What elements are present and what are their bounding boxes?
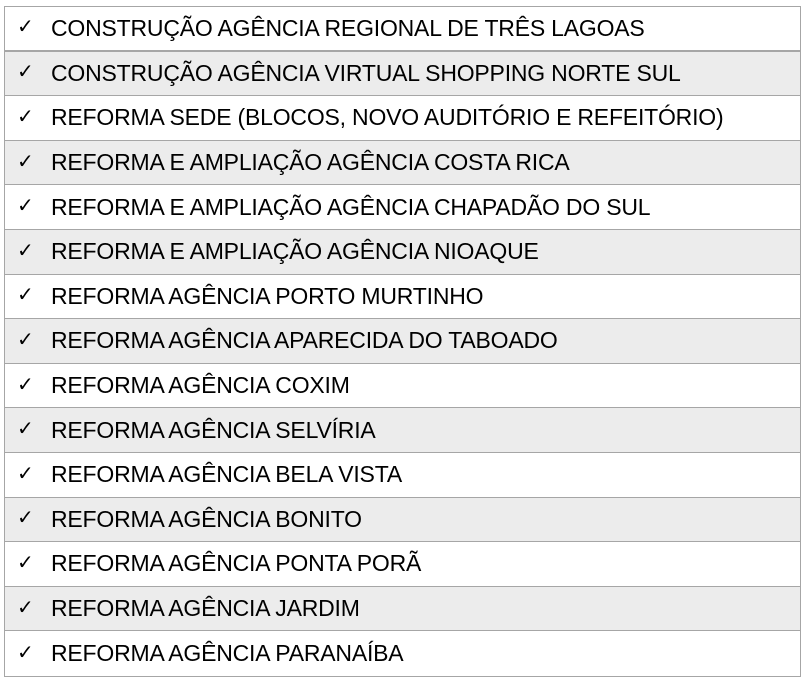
projects-table: [4, 6, 801, 677]
list-item-label: CONSTRUÇÃO AGÊNCIA VIRTUAL SHOPPING NORTE SUL: [51, 59, 681, 86]
list-item-label: REFORMA AGÊNCIA BELA VISTA: [51, 461, 402, 488]
checkmark-icon: ✓: [17, 639, 34, 664]
checkmark-icon: ✓: [17, 549, 34, 574]
list-item-label: REFORMA AGÊNCIA PONTA PORÃ: [51, 550, 422, 577]
list-item: [5, 141, 800, 186]
checkmark-icon: ✓: [17, 237, 34, 262]
checkmark-icon: ✓: [17, 282, 34, 307]
list-item-label: REFORMA AGÊNCIA BONITO: [51, 505, 362, 532]
checkmark-icon: ✓: [17, 371, 34, 396]
list-item: [5, 7, 800, 52]
list-item: [5, 542, 800, 587]
list-item: [5, 631, 800, 676]
checkmark-icon: ✓: [17, 59, 34, 84]
checkmark-icon: ✓: [17, 416, 34, 441]
checkmark-icon: ✓: [17, 14, 34, 39]
list-item: [5, 364, 800, 409]
list-item-label: REFORMA E AMPLIAÇÃO AGÊNCIA NIOAQUE: [51, 238, 539, 265]
list-item-label: REFORMA E AMPLIAÇÃO AGÊNCIA CHAPADÃO DO SUL: [51, 193, 651, 220]
list-item: [5, 52, 800, 97]
list-item: [5, 275, 800, 320]
list-item: [5, 185, 800, 230]
checkmark-icon: ✓: [17, 103, 34, 128]
list-item: [5, 230, 800, 275]
checkmark-icon: ✓: [17, 460, 34, 485]
checkmark-icon: ✓: [17, 193, 34, 218]
list-item-label: REFORMA AGÊNCIA COXIM: [51, 372, 350, 399]
checkmark-icon: ✓: [17, 594, 34, 619]
list-item: [5, 498, 800, 543]
list-item-label: REFORMA E AMPLIAÇÃO AGÊNCIA COSTA RICA: [51, 149, 570, 176]
list-item: [5, 408, 800, 453]
checkmark-icon: ✓: [17, 148, 34, 173]
list-item: [5, 587, 800, 632]
list-item-label: CONSTRUÇÃO AGÊNCIA REGIONAL DE TRÊS LAGOAS: [51, 14, 645, 41]
list-item-label: REFORMA SEDE (BLOCOS, NOVO AUDITÓRIO E REFEITÓRIO): [51, 104, 724, 131]
list-item: [5, 96, 800, 141]
list-item-label: REFORMA AGÊNCIA SELVÍRIA: [51, 416, 376, 443]
list-item-label: REFORMA AGÊNCIA PARANAÍBA: [51, 640, 404, 667]
checkmark-icon: ✓: [17, 326, 34, 351]
list-item-label: REFORMA AGÊNCIA PORTO MURTINHO: [51, 282, 484, 309]
list-item-label: REFORMA AGÊNCIA APARECIDA DO TABOADO: [51, 327, 558, 354]
list-item: [5, 319, 800, 364]
checkmark-icon: ✓: [17, 505, 34, 530]
list-item-label: REFORMA AGÊNCIA JARDIM: [51, 595, 360, 622]
list-item: [5, 453, 800, 498]
